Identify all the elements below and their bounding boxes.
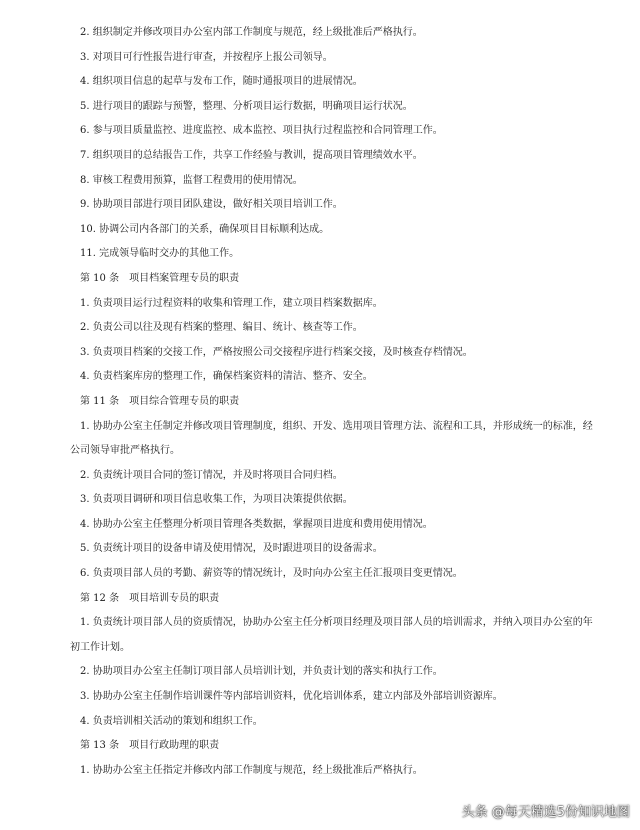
list-item: 2. 负责公司以往及现有档案的整理、编目、统计、核查等工作。: [80, 322, 363, 334]
list-item: 5. 负责统计项目的设备申请及使用情况，及时跟进项目的设备需求。: [80, 543, 383, 555]
list-item: 6. 负责项目部人员的考勤、薪资等的情况统计，及时向办公室主任汇报项目变更情况。: [80, 568, 463, 580]
list-item: 3. 负责项目调研和项目信息收集工作，为项目决策提供依据。: [80, 494, 353, 506]
list-item: 3. 协助办公室主任制作培训课件等内部培训资料，优化培训体系，建立内部及外部培训资源库。: [80, 691, 503, 703]
list-item: 2. 协助项目办公室主任制订项目部人员培训计划，并负责计划的落实和执行工作。: [80, 666, 443, 678]
list-item: 11. 完成领导临时交办的其他工作。: [80, 248, 240, 260]
list-item: 2. 负责统计项目合同的签订情况，并及时将项目合同归档。: [80, 469, 343, 481]
list-item-continuation: 公司领导审批严格执行。: [70, 445, 180, 457]
list-item-wrapped: [0, 616, 640, 630]
list-item: 8. 审核工程费用预算，监督工程费用的使用情况。: [80, 174, 303, 186]
list-item: 7. 组织项目的总结报告工作，共享工作经验与教训，提高项目管理绩效水平。: [80, 149, 423, 161]
section-heading: 第 12 条 项目培训专员的职责: [80, 592, 220, 604]
section-heading: 第 13 条 项目行政助理的职责: [80, 740, 220, 752]
list-item-text: 1. 协助办公室主任制定并修改项目管理制度，组织、开发、选用项目管理方法、流程和工具，并形成统一的标准，经: [80, 420, 593, 432]
list-item: 4. 负责培训相关活动的策划和组织工作。: [80, 715, 263, 727]
list-item: 6. 参与项目质量监控、进度监控、成本监控、项目执行过程监控和合同管理工作。: [80, 125, 443, 137]
list-item: 10. 协调公司内各部门的关系，确保项目目标顺利达成。: [80, 223, 330, 235]
list-item: 1. 协助办公室主任指定并修改内部工作制度与规范，经上级批准后严格执行。: [80, 764, 423, 776]
list-item-text: 1. 负责统计项目部人员的资质情况，协助办公室主任分析项目经理及项目部人员的培训需求，并纳入项目办公室的年: [80, 617, 593, 629]
section-heading: 第 11 条 项目综合管理专员的职责: [80, 395, 240, 407]
watermark-text: 头条 @每天精选5份知识地图: [461, 805, 630, 820]
list-item: 5. 进行项目的跟踪与预警，整理、分析项目运行数据，明确项目运行状况。: [80, 100, 413, 112]
list-item: 4. 协助办公室主任整理分析项目管理各类数据，掌握项目进度和费用使用情况。: [80, 518, 433, 530]
list-item: 3. 对项目可行性报告进行审查，并按程序上报公司领导。: [80, 51, 333, 63]
section-heading: 第 10 条 项目档案管理专员的职责: [80, 272, 240, 284]
list-item: 3. 负责项目档案的交接工作，严格按照公司交接程序进行档案交接，及时核查存档情况。: [80, 346, 473, 358]
list-item: 9. 协助项目部进行项目团队建设，做好相关项目培训工作。: [80, 199, 343, 211]
list-item: 1. 负责项目运行过程资料的收集和管理工作，建立项目档案数据库。: [80, 297, 383, 309]
list-item-wrapped: [0, 420, 640, 434]
list-item-continuation: 初工作计划。: [70, 641, 130, 653]
list-item: 2. 组织制定并修改项目办公室内部工作制度与规范，经上级批准后严格执行。: [80, 27, 423, 38]
list-item: 4. 负责档案库房的整理工作，确保档案资料的清洁、整齐、安全。: [80, 371, 373, 383]
list-item: 4. 组织项目信息的起草与发布工作，随时通报项目的进展情况。: [80, 76, 363, 88]
